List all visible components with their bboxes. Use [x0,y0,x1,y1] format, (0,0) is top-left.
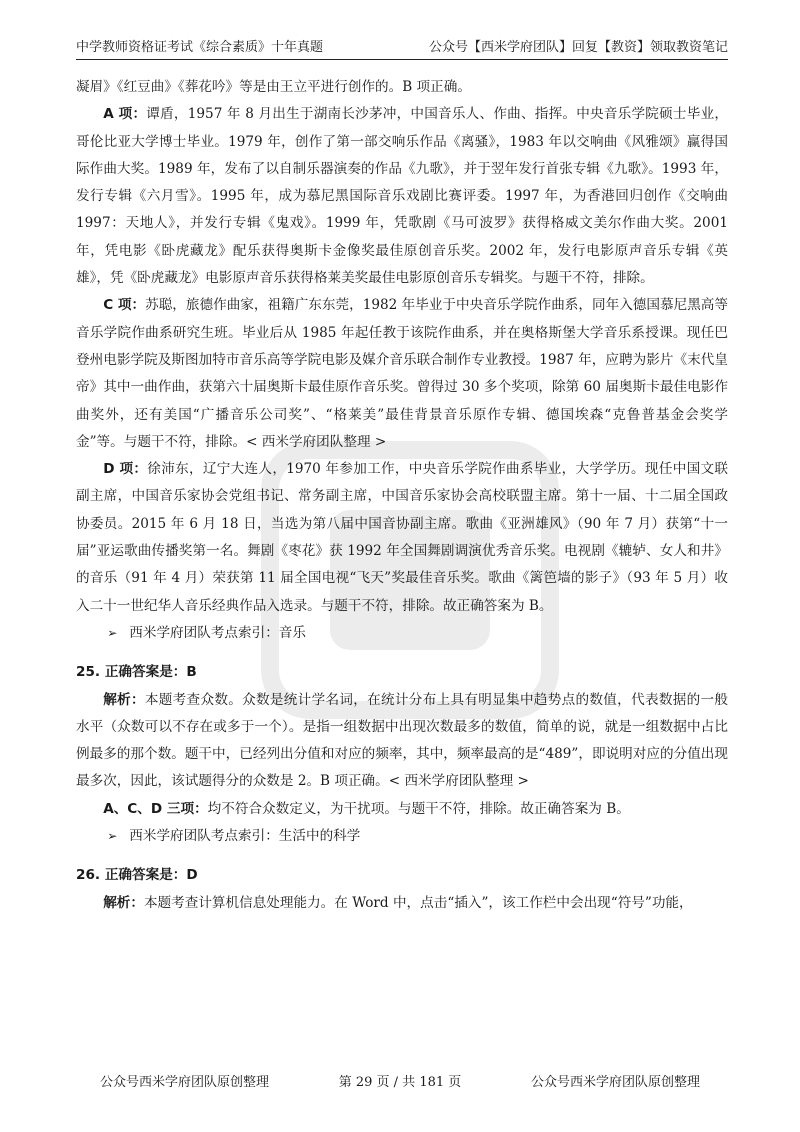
option-c-text: 苏聪，旅德作曲家，祖籍广东东莞，1982 年毕业于中央音乐学院作曲系，同年入德国慕尼黑高等音乐学院作曲系研究生班。毕业后从 1985 年起任教于该院作曲系，并在奥格斯堡大学音乐系授课。现任巴登州电影学院及斯图加特市音乐高等学院电影及媒介音乐联合制作专业教授。1987 年，应聘为影片《末代皇帝》其中一曲作曲，获第六十届奥斯卡最佳原作音乐奖。曾得过 30 多个奖项，除第 60 届奥斯卡最佳电影作曲奖外，还有美国“广播音乐公司奖”、“格莱美”最佳背景音乐原作专辑、德国埃森“克鲁普基金会奖学金”等。与题干不符，排除。< 西米学府团队整理 > [76,297,728,450]
q26-analysis-paragraph [76,890,728,917]
q26-analysis-text: 本题考查计算机信息处理能力。在 Word 中，点击“插入”，该工作栏中会出现“符号”功能， [143,894,693,911]
q26-analysis-label: 解析： [103,894,144,911]
footer-right: 公众号西米学府团队原创整理 [530,1075,700,1090]
option-a-label: A 项： [103,106,147,123]
option-c-label: C 项： [103,297,146,314]
q25-acd-text: 均不符合众数定义，为干扰项。与题干不符，排除。故正确答案为 B。 [207,800,630,817]
option-d-text: 徐沛东，辽宁大连人，1970 年参加工作，中央音乐学院作曲系毕业，大学学历。现任中国文联副主席，中国音乐家协会党组书记、常务副主席，中国音乐家协会高校联盟主席。第十一届、十二届全国政协委员。2015 年 6 月 18 日，当选为第八届中国音协副主席。歌曲《亚洲雄风》（90 年 7 月）获第“十一届”亚运歌曲传播奖第一名。舞剧《枣花》获 1992 年全国舞剧调演优秀音乐奖。电视剧《辘轳、女人和井》的音乐（91 年 4 月）荣获第 11 届全国电视“飞天”奖最佳音乐奖。歌曲《篱笆墙的影子》（93 年 5 月）收入二十一世纪华人音乐经典作品入选录。与题干不符，排除。故正确答案为 B。 [76,461,728,614]
topic-index-text: 西米学府团队考点索引：音乐 [129,624,306,641]
header-right-promo: 公众号【西米学府团队】回复【教资】领取教资笔记 [428,40,728,55]
arrow-bullet-icon: ➢ [107,829,118,844]
option-d-paragraph [76,456,728,620]
q25-acd-label: A、C、D 三项： [103,800,208,817]
option-a-text: 谭盾，1957 年 8 月出生于湖南长沙茅冲，中国音乐人、作曲、指挥。中央音乐学院硕士毕业，哥伦比亚大学博士毕业。1979 年，创作了第一部交响乐作品《离骚》，1983 年以交响曲《风雅颂》赢得国际作曲大奖。1989 年，发布了以自制乐器演奏的作品《九歌》，并于翌年发行首张专辑《九歌》。1993 年，发行专辑《六月雪》。1995 年，成为慕尼黑国际音乐戏剧比赛评委。1997 年，为香港回归创作《交响曲 1997：天地人》，并发行专辑《鬼戏》。1999 年，凭歌剧《马可波罗》获得格威文美尔作曲大奖。2001 年，凭电影《卧虎藏龙》配乐获得奥斯卡金像奖最佳原创音乐奖。2002 年，发行电影原声音乐专辑《英雄》，凭《卧虎藏龙》电影原声音乐获得格莱美奖最佳电影原创音乐专辑奖。与题干不符，排除。 [76,106,728,287]
q25-analysis-label: 解析： [103,691,145,708]
q25-analysis-paragraph [76,687,728,796]
intro-paragraph: 凝眉》《红豆曲》《葬花吟》等是由王立平进行创作的。B 项正确。 [76,79,471,95]
option-a-paragraph [76,101,728,292]
q25-topic-index-text: 西米学府团队考点索引：生活中的科学 [129,828,361,845]
q25-acd-paragraph [76,796,728,823]
document-body [76,74,728,917]
arrow-bullet-icon: ➢ [107,625,118,640]
page-header [76,34,728,60]
q25-topic-index-bullet [76,823,728,850]
option-c-paragraph [76,292,728,456]
q25-answer: 25. 正确答案是：B [76,664,197,681]
footer-left: 公众号西米学府团队原创整理 [100,1075,270,1090]
q25-analysis-text: 本题考查众数。众数是统计学名词，在统计分布上具有明显集中趋势点的数值，代表数据的一般水平（众数可以不存在或多于一个）。是指一组数据中出现次数最多的数值，简单的说，就是一组数据中占比例最多的那个数。题干中，已经列出分值和对应的频率，其中，频率最高的是“489”，即说明对应的分值出现最多次，因此，该试题得分的众数是 2。B 项正确。< 西米学府团队整理 > [76,691,729,790]
q26-answer: 26. 正确答案是：D [76,867,198,884]
topic-index-bullet [76,620,728,647]
option-d-label: D 项： [103,461,148,478]
page-number: 第 29 页 / 共 181 页 [338,1075,462,1090]
page-footer [100,1071,700,1090]
header-left-title: 中学教师资格证考试《综合素质》十年真题 [76,40,324,55]
